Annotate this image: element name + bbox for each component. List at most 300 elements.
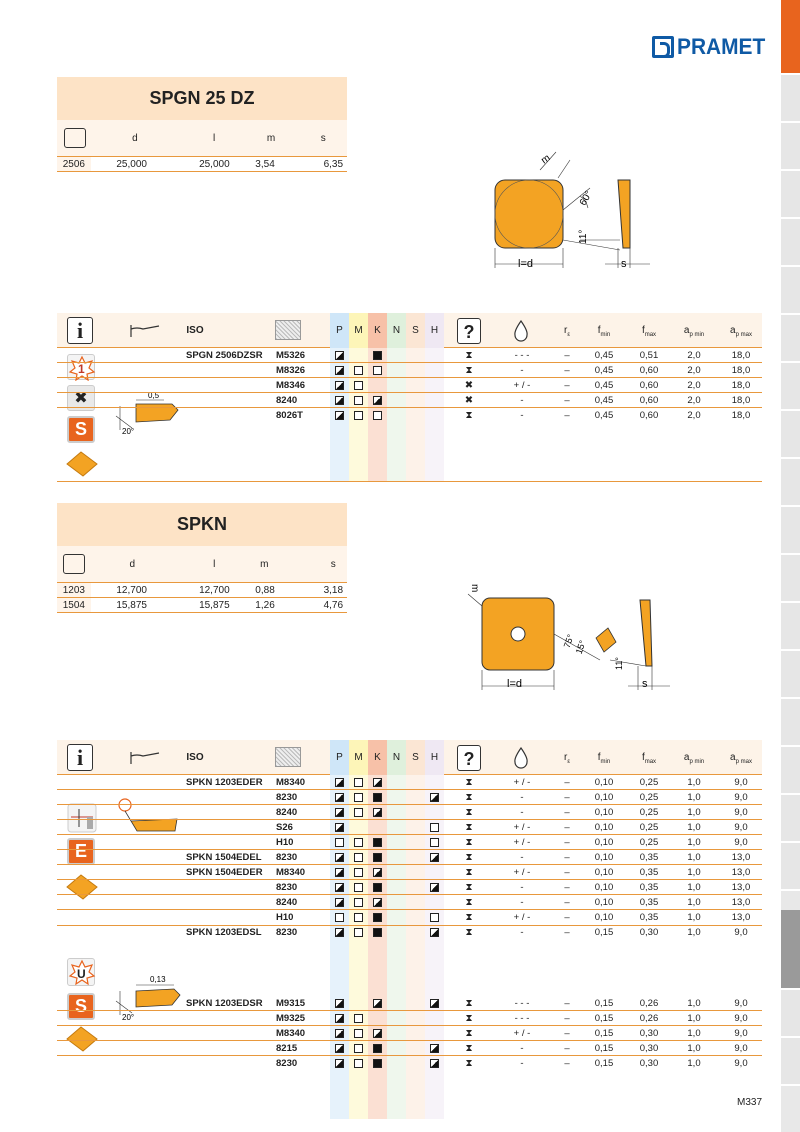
interrupted-cut-icon: ✖ bbox=[67, 385, 95, 411]
grade-code: M9315 bbox=[276, 998, 306, 1009]
coolant-value: + / - bbox=[513, 837, 531, 848]
apmin-value: 2,0 bbox=[687, 365, 701, 376]
fmax-value: 0,25 bbox=[639, 792, 659, 803]
suitability-box-m bbox=[354, 1044, 363, 1053]
grade-code: M8326 bbox=[276, 365, 306, 376]
corner-radius-value: – bbox=[564, 822, 570, 833]
grade-code: 8230 bbox=[276, 882, 298, 893]
table-row bbox=[57, 1011, 762, 1026]
recommended-icon: ⧗ bbox=[465, 1013, 473, 1024]
table-row bbox=[57, 835, 762, 850]
suitability-box-p bbox=[335, 1044, 344, 1053]
suitability-box-p bbox=[335, 396, 344, 405]
chip-breaker-icon bbox=[129, 750, 163, 766]
coolant-value: - bbox=[520, 897, 524, 908]
coolant-value: - bbox=[520, 807, 524, 818]
suitability-box-h bbox=[430, 928, 439, 937]
grade-code: M8346 bbox=[276, 380, 306, 391]
fmin-value: 0,45 bbox=[594, 395, 614, 406]
fmax-value: 0,35 bbox=[639, 882, 659, 893]
table-row bbox=[57, 363, 762, 378]
suitability-box-k bbox=[373, 351, 382, 360]
fmin-value: 0,10 bbox=[594, 912, 614, 923]
corner-radius-value: – bbox=[564, 927, 570, 938]
coolant-value: + / - bbox=[513, 822, 531, 833]
fmax-value: 0,60 bbox=[639, 410, 659, 421]
suitability-box-p bbox=[335, 381, 344, 390]
angle-60-label: 60° bbox=[577, 189, 595, 208]
suitability-box-k bbox=[373, 853, 382, 862]
coolant-value: - bbox=[520, 792, 524, 803]
help-icon: ? bbox=[457, 745, 481, 771]
apmin-value: 1,0 bbox=[687, 1028, 701, 1039]
table-row bbox=[57, 393, 762, 408]
coolant-drop-icon bbox=[512, 319, 530, 343]
insert-title: SPKN bbox=[57, 503, 347, 546]
svg-text:l=d: l=d bbox=[507, 678, 522, 690]
table-row bbox=[57, 925, 762, 940]
grade-code: M9325 bbox=[276, 1013, 306, 1024]
suitability-box-p bbox=[335, 999, 344, 1008]
chapter-tab bbox=[781, 363, 800, 411]
apmin-value: 1,0 bbox=[687, 852, 701, 863]
col-l: l bbox=[212, 132, 216, 144]
suitability-box-m bbox=[354, 808, 363, 817]
coolant-value: - bbox=[520, 882, 524, 893]
apmax-value: 18,0 bbox=[731, 410, 751, 421]
corner-radius-value: – bbox=[564, 1028, 570, 1039]
suitability-box-k bbox=[373, 411, 382, 420]
fmin-value: 0,10 bbox=[594, 822, 614, 833]
fmin-value: 0,10 bbox=[594, 807, 614, 818]
apmax-value: 18,0 bbox=[731, 350, 751, 361]
grade-code: M8340 bbox=[276, 867, 306, 878]
table-row bbox=[57, 378, 762, 393]
table-row bbox=[57, 775, 762, 790]
suitability-box-p bbox=[335, 868, 344, 877]
fmin-value: 0,15 bbox=[594, 927, 614, 938]
apmin-value: 2,0 bbox=[687, 350, 701, 361]
chapter-tab bbox=[781, 507, 800, 555]
corner-radius-value: – bbox=[564, 380, 570, 391]
apmin-value: 1,0 bbox=[687, 1013, 701, 1024]
corner-radius-value: – bbox=[564, 350, 570, 361]
corner-radius-value: – bbox=[564, 395, 570, 406]
iso-header: ISO bbox=[186, 325, 204, 336]
suitability-box-p bbox=[335, 411, 344, 420]
fmax-value: 0,60 bbox=[639, 395, 659, 406]
table-row bbox=[57, 910, 762, 925]
iso-code: SPKN 1504EDEL bbox=[186, 852, 262, 863]
fmin-value: 0,10 bbox=[594, 867, 614, 878]
chapter-tab bbox=[781, 603, 800, 651]
recommended-icon: ⧗ bbox=[465, 410, 473, 421]
grade-code: 8215 bbox=[276, 1043, 298, 1054]
brand-mark-icon bbox=[652, 36, 674, 58]
fmin-value: 0,10 bbox=[594, 777, 614, 788]
recommended-icon: ⧗ bbox=[465, 822, 473, 833]
grade-table-body bbox=[57, 348, 762, 482]
apmin-value: 2,0 bbox=[687, 410, 701, 421]
chapter-tab bbox=[781, 555, 800, 603]
universal-u-icon bbox=[67, 958, 95, 986]
svg-text:U: U bbox=[77, 967, 86, 981]
fmin-value: 0,45 bbox=[594, 365, 614, 376]
geometry-s-icon: S bbox=[67, 993, 95, 1020]
fmax-value: 0,60 bbox=[639, 380, 659, 391]
apmin-value: 1,0 bbox=[687, 1043, 701, 1054]
fmax-value: 0,30 bbox=[639, 1028, 659, 1039]
table-row bbox=[57, 996, 762, 1011]
suitability-box-p bbox=[335, 351, 344, 360]
fmax-value: 0,35 bbox=[639, 867, 659, 878]
corner-radius-value: – bbox=[564, 365, 570, 376]
table-row bbox=[57, 1056, 762, 1071]
coolant-value: - bbox=[520, 927, 524, 938]
apmin-value: 1,0 bbox=[687, 822, 701, 833]
suitability-box-p bbox=[335, 853, 344, 862]
suitability-box-m bbox=[354, 898, 363, 907]
fmax-value: 0,26 bbox=[639, 1013, 659, 1024]
suitability-box-k bbox=[373, 778, 382, 787]
apmax-value: 9,0 bbox=[734, 1043, 748, 1054]
fmax-value: 0,35 bbox=[639, 852, 659, 863]
square-insert-icon bbox=[57, 554, 91, 574]
suitability-box-p bbox=[335, 1059, 344, 1068]
suitability-box-p bbox=[335, 793, 344, 802]
coolant-value: + / - bbox=[513, 912, 531, 923]
grade-code: 8240 bbox=[276, 395, 298, 406]
suitability-box-k bbox=[373, 1059, 382, 1068]
col-s: s bbox=[320, 132, 326, 144]
chapter-tab bbox=[781, 795, 800, 843]
fmin-value: 0,15 bbox=[594, 1013, 614, 1024]
suitability-box-h bbox=[430, 823, 439, 832]
suitability-box-p bbox=[335, 778, 344, 787]
fmax-value: 0,60 bbox=[639, 365, 659, 376]
help-icon: ? bbox=[457, 318, 481, 344]
apmax-value: 9,0 bbox=[734, 1028, 748, 1039]
suitability-box-k bbox=[373, 928, 382, 937]
corner-radius-value: – bbox=[564, 792, 570, 803]
svg-text:0,5: 0,5 bbox=[148, 391, 160, 400]
recommended-icon: ⧗ bbox=[465, 882, 473, 893]
apmax-value: 9,0 bbox=[734, 837, 748, 848]
chapter-tab bbox=[781, 75, 800, 123]
suitability-box-k bbox=[373, 793, 382, 802]
suitability-box-p bbox=[335, 838, 344, 847]
grade-code: M8340 bbox=[276, 1028, 306, 1039]
insert-columns-header: d l m s bbox=[57, 546, 347, 583]
fmax-value: 0,25 bbox=[639, 777, 659, 788]
chapter-tab bbox=[781, 315, 800, 363]
table-row bbox=[57, 348, 762, 363]
coolant-value: + / - bbox=[513, 867, 531, 878]
suitability-box-m bbox=[354, 868, 363, 877]
chapter-tab-active bbox=[781, 0, 800, 75]
table-row bbox=[57, 408, 762, 423]
geometry-s-icon: S bbox=[67, 416, 95, 443]
table-row bbox=[57, 805, 762, 820]
grade-table-header: i ISO P M K N S H ? $r_\varepsilon$ $f_{min}$ $f_{max}$ $a_{p min}$ $a_{p max}$ bbox=[57, 740, 762, 775]
recommended-icon: ⧗ bbox=[465, 1043, 473, 1054]
chapter-tab bbox=[781, 651, 800, 699]
suitability-box-m bbox=[354, 853, 363, 862]
page-number: M337 bbox=[736, 1097, 762, 1108]
suitability-box-m bbox=[354, 838, 363, 847]
apmin-value: 1,0 bbox=[687, 882, 701, 893]
grade-code: H10 bbox=[276, 912, 294, 923]
table-row bbox=[57, 850, 762, 865]
chapter-tab-section bbox=[781, 910, 800, 990]
corner-radius-value: – bbox=[564, 867, 570, 878]
grade-table-spgn bbox=[57, 313, 762, 482]
corner-radius-value: – bbox=[564, 1058, 570, 1069]
suitability-box-p bbox=[335, 928, 344, 937]
recommended-icon: ⧗ bbox=[465, 777, 473, 788]
apmax-value: 9,0 bbox=[734, 822, 748, 833]
corner-radius-value: – bbox=[564, 998, 570, 1009]
fmax-value: 0,30 bbox=[639, 1043, 659, 1054]
dim-l-label: l=d bbox=[518, 258, 533, 270]
insert-title: SPGN 25 DZ bbox=[57, 77, 347, 120]
corner-radius-value: – bbox=[564, 777, 570, 788]
svg-text:20°: 20° bbox=[122, 1013, 135, 1021]
apmax-value: 9,0 bbox=[734, 998, 748, 1009]
suitability-box-p bbox=[335, 366, 344, 375]
iso-code: SPKN 1203EDSR bbox=[186, 998, 263, 1009]
fmin-value: 0,45 bbox=[594, 380, 614, 391]
material-texture-icon bbox=[275, 320, 301, 340]
apmin-value: 1,0 bbox=[687, 1058, 701, 1069]
insert-drawing-spgn bbox=[480, 140, 655, 275]
fmax-value: 0,25 bbox=[639, 822, 659, 833]
corner-radius-value: – bbox=[564, 1013, 570, 1024]
fmin-value: 0,45 bbox=[594, 350, 614, 361]
grade-code: H10 bbox=[276, 837, 294, 848]
fmax-value: 0,30 bbox=[639, 927, 659, 938]
grade-code: S26 bbox=[276, 822, 293, 833]
suitability-box-h bbox=[430, 883, 439, 892]
fmax-value: 0,26 bbox=[639, 998, 659, 1009]
suitability-box-k bbox=[373, 883, 382, 892]
apmax-value: 13,0 bbox=[731, 897, 751, 908]
insert-side-view bbox=[618, 180, 630, 248]
fmin-value: 0,15 bbox=[594, 998, 614, 1009]
apmin-value: 1,0 bbox=[687, 897, 701, 908]
suitability-box-m bbox=[354, 793, 363, 802]
suitability-box-k bbox=[373, 1029, 382, 1038]
apmax-value: 9,0 bbox=[734, 777, 748, 788]
table-row bbox=[57, 1026, 762, 1041]
suitability-box-m bbox=[354, 1014, 363, 1023]
fmin-value: 0,10 bbox=[594, 852, 614, 863]
corner-radius-value: – bbox=[564, 882, 570, 893]
table-row bbox=[57, 790, 762, 805]
recommended-icon: ⧗ bbox=[465, 998, 473, 1009]
coolant-value: - bbox=[520, 410, 524, 421]
suitability-box-h bbox=[430, 999, 439, 1008]
recommended-icon: ⧗ bbox=[465, 897, 473, 908]
svg-text:75°: 75° bbox=[561, 633, 576, 650]
insert-chip-icon bbox=[63, 450, 99, 478]
suitability-box-m bbox=[354, 381, 363, 390]
angle-11-label: 11° bbox=[578, 229, 589, 244]
recommended-icon: ⧗ bbox=[465, 867, 473, 878]
fmax-value: 0,25 bbox=[639, 807, 659, 818]
geometry-e-icon: E bbox=[67, 838, 95, 865]
suitability-box-k bbox=[373, 1044, 382, 1053]
apmax-value: 18,0 bbox=[731, 380, 751, 391]
suitability-box-h bbox=[430, 793, 439, 802]
insert-row: 1504 15,875 15,875 1,26 4,76 bbox=[57, 598, 347, 613]
apmax-value: 9,0 bbox=[734, 807, 748, 818]
insert-columns-header bbox=[57, 120, 347, 157]
fmax-value: 0,35 bbox=[639, 912, 659, 923]
chapter-tab bbox=[781, 699, 800, 747]
square-insert-icon bbox=[57, 128, 92, 148]
suitability-box-m bbox=[354, 1029, 363, 1038]
apmin-value: 1,0 bbox=[687, 927, 701, 938]
apmax-value: 13,0 bbox=[731, 882, 751, 893]
apmin-value: 1,0 bbox=[687, 998, 701, 1009]
recommended-icon: ⧗ bbox=[465, 807, 473, 818]
grade-code: 8240 bbox=[276, 807, 298, 818]
apmin-value: 1,0 bbox=[687, 867, 701, 878]
apmin-value: 1,0 bbox=[687, 837, 701, 848]
recommended-icon: ⧗ bbox=[465, 792, 473, 803]
suitability-box-h bbox=[430, 1059, 439, 1068]
chapter-tab bbox=[781, 219, 800, 267]
recommended-icon: ⧗ bbox=[465, 350, 473, 361]
chapter-tab bbox=[781, 267, 800, 315]
suitability-box-h bbox=[430, 838, 439, 847]
apmax-value: 9,0 bbox=[734, 792, 748, 803]
suitability-box-k bbox=[373, 396, 382, 405]
dim-s-label: s bbox=[621, 258, 627, 270]
apmax-value: 18,0 bbox=[731, 395, 751, 406]
suitability-box-m bbox=[354, 1059, 363, 1068]
apmin-value: 2,0 bbox=[687, 380, 701, 391]
suitability-box-k bbox=[373, 868, 382, 877]
svg-text:m: m bbox=[469, 584, 480, 593]
coolant-value: - bbox=[520, 395, 524, 406]
iso-code: SPKN 1504EDER bbox=[186, 867, 263, 878]
suitability-box-p bbox=[335, 883, 344, 892]
suitability-box-p bbox=[335, 808, 344, 817]
suitability-box-p bbox=[335, 823, 344, 832]
suitability-box-m bbox=[354, 778, 363, 787]
suitability-box-h bbox=[430, 853, 439, 862]
svg-text:s: s bbox=[642, 678, 648, 690]
suitability-box-k bbox=[373, 999, 382, 1008]
chapter-tab bbox=[781, 747, 800, 795]
suitability-box-k bbox=[373, 913, 382, 922]
coolant-value: - bbox=[520, 852, 524, 863]
coolant-value: + / - bbox=[513, 380, 531, 391]
apmax-value: 13,0 bbox=[731, 867, 751, 878]
svg-text:1: 1 bbox=[78, 362, 85, 376]
insert-row: 2506 25,000 25,000 3,54 6,35 bbox=[57, 157, 347, 172]
insert-spec-table-spgn bbox=[57, 77, 347, 172]
coolant-value: - bbox=[520, 1043, 524, 1054]
svg-text:20°: 20° bbox=[122, 427, 135, 436]
chapter-tab bbox=[781, 1038, 800, 1086]
recommended-icon: ⧗ bbox=[465, 1058, 473, 1069]
apmax-value: 13,0 bbox=[731, 852, 751, 863]
fmin-value: 0,10 bbox=[594, 897, 614, 908]
recommended-icon: ⧗ bbox=[465, 837, 473, 848]
recommended-icon: ⧗ bbox=[465, 365, 473, 376]
grade-table-header: i ISO P M K N S H ? $r_\varepsilon$ $f_{min}$ $f_{max}$ $a_{p min}$ $a_{p max}$ bbox=[57, 313, 762, 348]
recommended-icon: ⧗ bbox=[465, 912, 473, 923]
suitability-box-m bbox=[354, 883, 363, 892]
suitability-box-m bbox=[354, 913, 363, 922]
grade-table-spkn bbox=[57, 740, 762, 1119]
corner-radius-value: – bbox=[564, 1043, 570, 1054]
coolant-value: - - - bbox=[514, 1013, 530, 1024]
svg-text:0,13: 0,13 bbox=[150, 975, 166, 984]
grade-code: M8340 bbox=[276, 777, 306, 788]
recommended-icon: ⧗ bbox=[465, 852, 473, 863]
insert-top-view bbox=[495, 180, 563, 248]
apmin-value: 1,0 bbox=[687, 912, 701, 923]
chapter-tab-strip bbox=[781, 0, 800, 1132]
apmax-value: 9,0 bbox=[734, 1058, 748, 1069]
apmax-value: 13,0 bbox=[731, 912, 751, 923]
chapter-tab bbox=[781, 123, 800, 171]
table-row bbox=[57, 865, 762, 880]
insert-drawing-spkn bbox=[460, 580, 675, 695]
grade-table-body bbox=[57, 775, 762, 1119]
fmax-value: 0,51 bbox=[639, 350, 659, 361]
iso-code: SPKN 1203EDSL bbox=[186, 927, 262, 938]
insert-row: 1203 12,700 12,700 0,88 3,18 bbox=[57, 583, 347, 598]
fmin-value: 0,10 bbox=[594, 882, 614, 893]
apmax-value: 9,0 bbox=[734, 1013, 748, 1024]
corner-radius-value: – bbox=[564, 852, 570, 863]
suitability-box-k bbox=[373, 808, 382, 817]
chapter-tab bbox=[781, 459, 800, 507]
brand-logo bbox=[652, 36, 770, 58]
chapter-tab bbox=[781, 843, 800, 891]
grade-code: 8026T bbox=[276, 410, 303, 421]
fmin-value: 0,15 bbox=[594, 1043, 614, 1054]
apmin-value: 1,0 bbox=[687, 777, 701, 788]
grade-code: 8230 bbox=[276, 792, 298, 803]
grade-code: 8240 bbox=[276, 897, 298, 908]
suitability-box-p bbox=[335, 913, 344, 922]
grade-code: 8230 bbox=[276, 852, 298, 863]
table-row bbox=[57, 1041, 762, 1056]
suitability-box-k bbox=[373, 838, 382, 847]
unsuitable-icon: ✖ bbox=[464, 395, 474, 406]
table-row bbox=[57, 880, 762, 895]
iso-code: SPKN 1203EDER bbox=[186, 777, 263, 788]
suitability-box-p bbox=[335, 1014, 344, 1023]
chapter-tab bbox=[781, 411, 800, 459]
grade-code: 8230 bbox=[276, 927, 298, 938]
apmax-value: 18,0 bbox=[731, 365, 751, 376]
fmin-value: 0,15 bbox=[594, 1028, 614, 1039]
corner-radius-value: – bbox=[564, 912, 570, 923]
col-m: m bbox=[266, 132, 276, 144]
svg-text:15°: 15° bbox=[573, 639, 588, 656]
dim-m-label: m bbox=[539, 152, 553, 167]
col-d: d bbox=[132, 132, 138, 144]
suitability-box-m bbox=[354, 396, 363, 405]
coolant-value: + / - bbox=[513, 1028, 531, 1039]
